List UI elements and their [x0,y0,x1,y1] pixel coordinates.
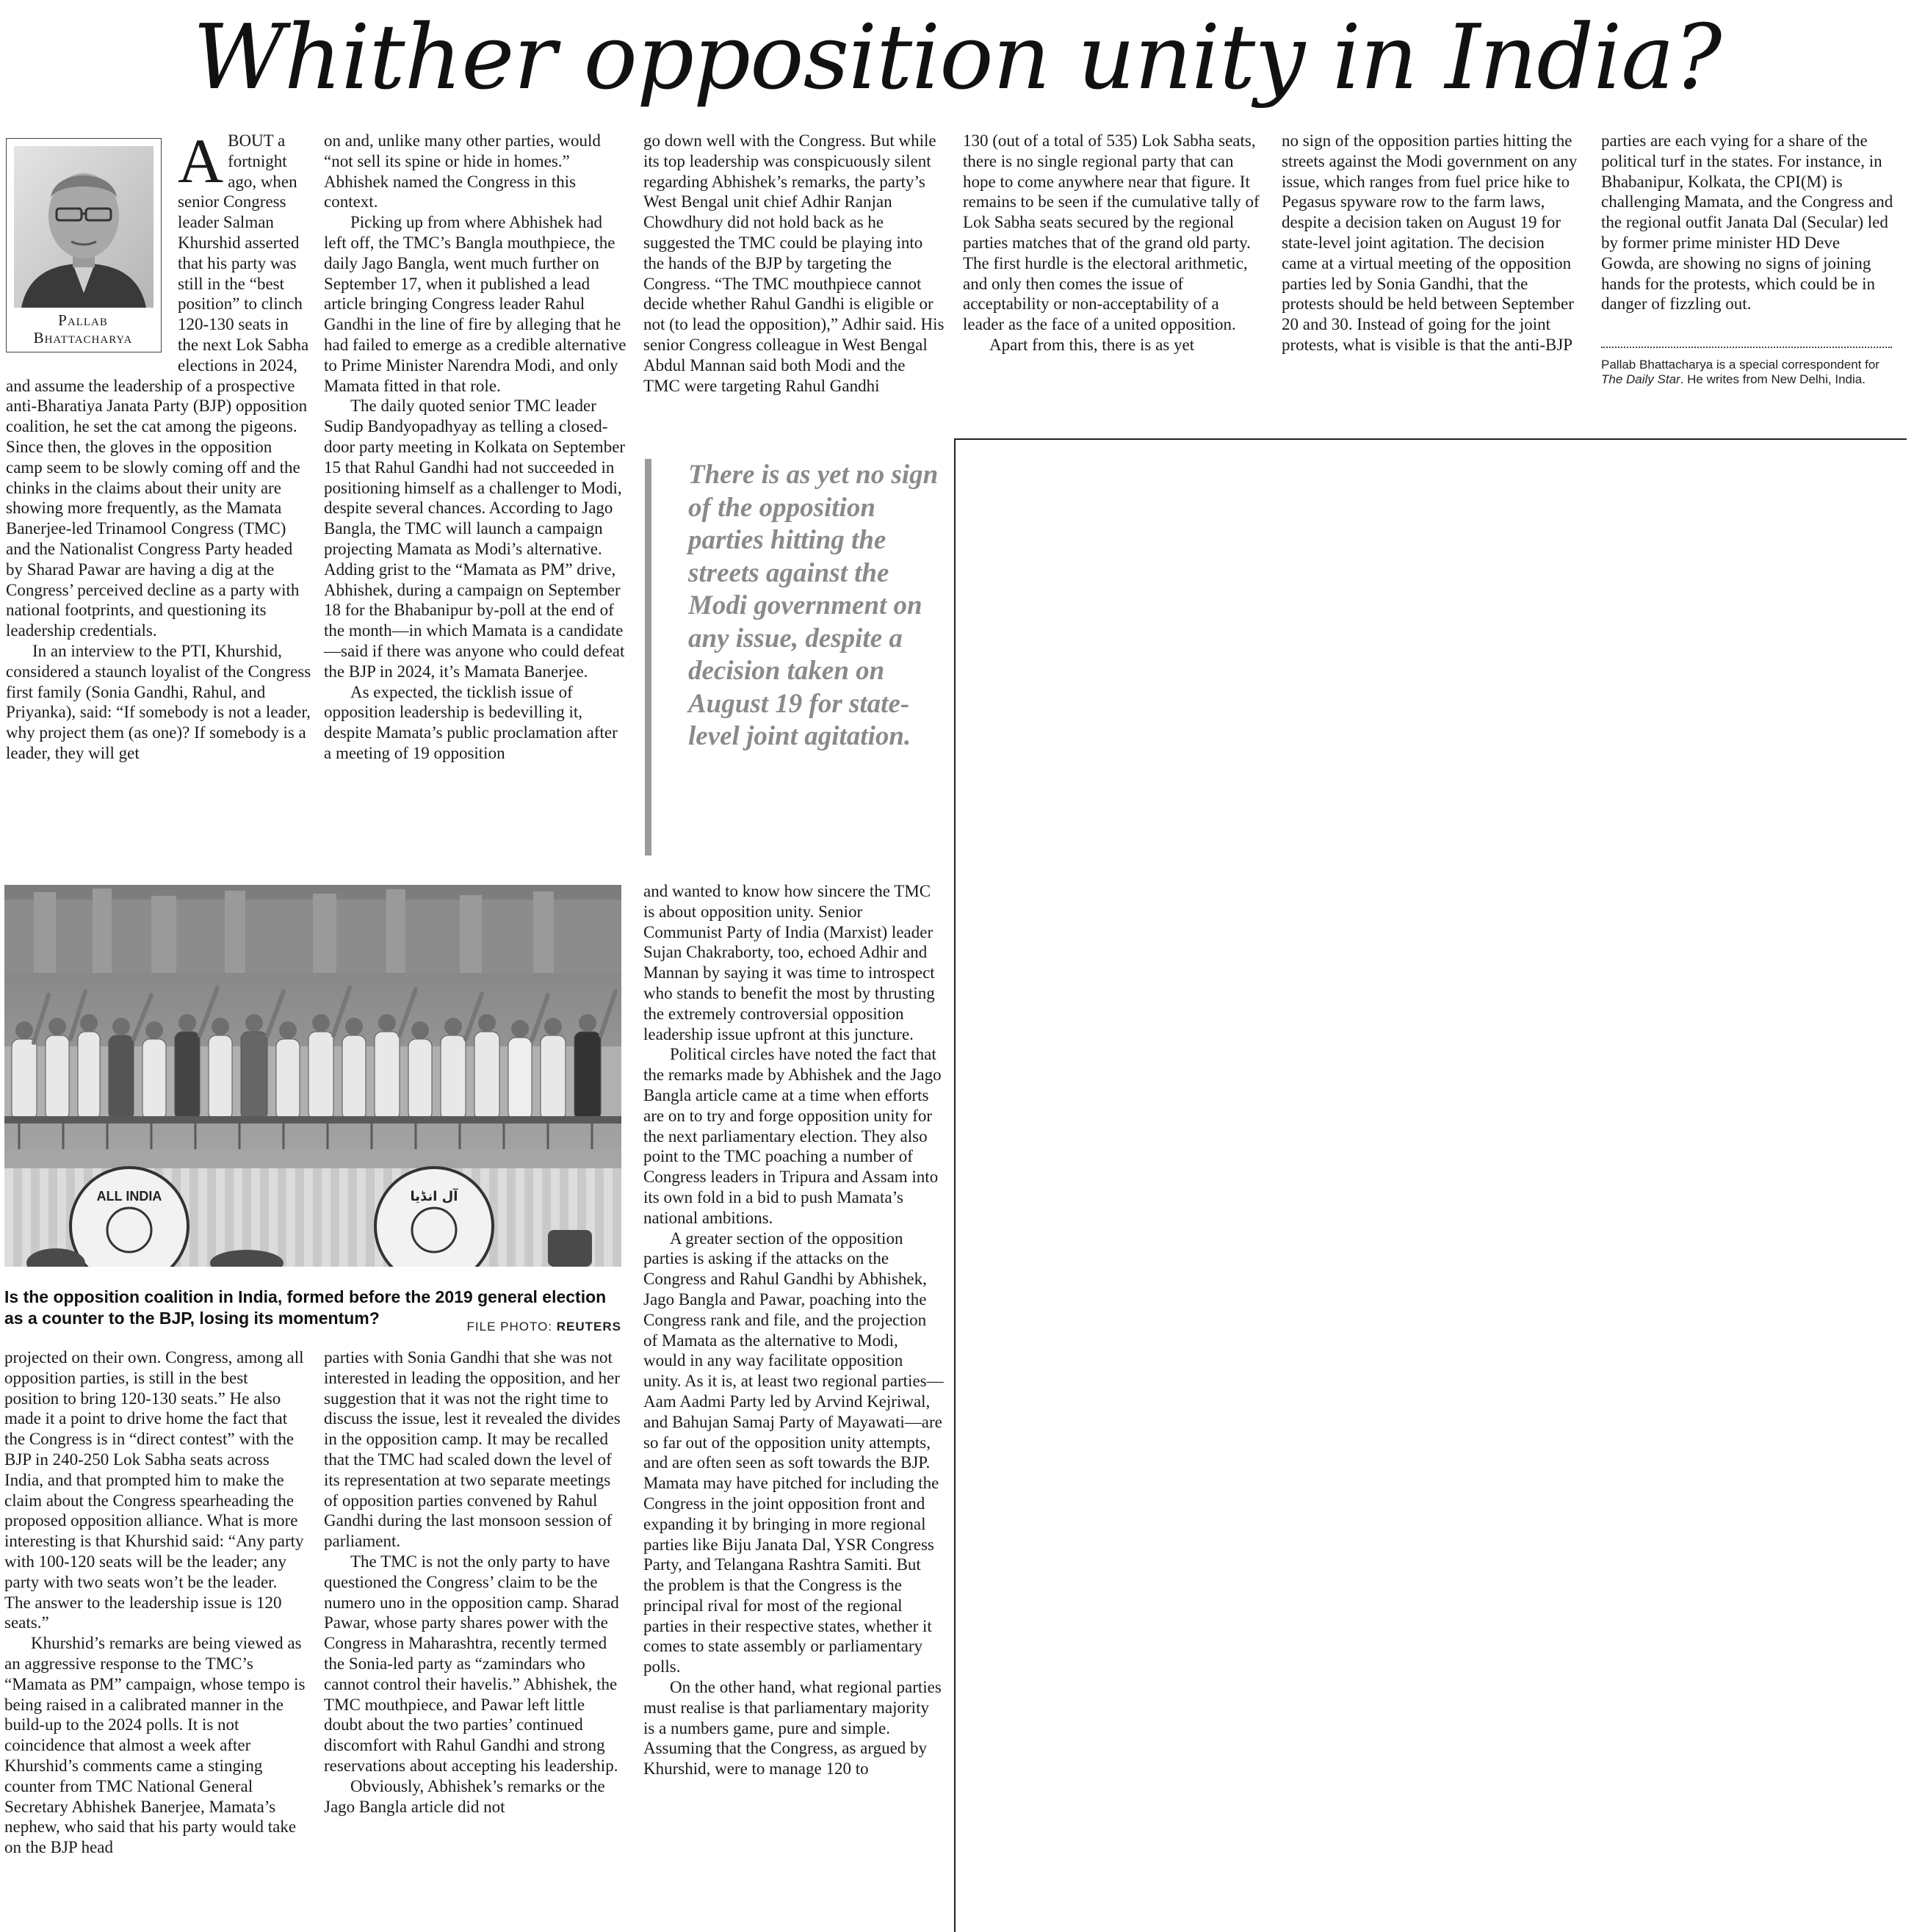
photo-credit [467,1320,621,1334]
author-first-name: Pallab [58,311,108,329]
paragraph: no sign of the opposition parties hitting the streets against the Modi government on any issue, which ranges from fuel price hike to Pegasus spyware row to the farm laws, despite a decision taken on August 19 for state-level joint agitation. The decision came at a virtual meeting of the opposition parties led by Sonia Gandhi, that the protests should be held between September 20 and 30. Instead of going for the joint protests, what is visible is that the anti-BJP [1282,131,1578,354]
author-bio [1601,358,1892,387]
credit-prefix: FILE PHOTO: [466,1320,557,1334]
banner-left-text: ALL INDIA [96,1189,162,1204]
paragraph: on and, unlike many other parties, would “not sell its spine or hide in homes.” Abhishek named the Congress in this context. [324,131,601,211]
author-last-name: Bhattacharya [33,329,133,347]
column-1-top [6,126,311,764]
dropcap: A [178,126,224,196]
column-3-bottom [643,881,945,1779]
bio-paper-name: The Daily Star [1601,372,1680,386]
paragraph-text: BOUT a fortnight ago, when senior Congress leader Salman Khurshid asserted that his party was still in the “best position” to clinch 120-130 seats in the next Lok Sabha elections in 2024, and assume the leadership of a prospective anti-Bharatiya Janata Party (BJP) opposition coalition, he set the cat among the pigeons. Since then, the gloves in the opposition camp seem to be slowly coming off and the chinks in the claims about their unity are showing more frequently, as the Mamata Banerjee-led Trinamool Congress (TMC) and the Nationalist Congress Party headed by Sharad Pawar are having a dig at the Congress’ perceived decline as a party with national footprints, and questioning its leadership credentials. [6,131,309,640]
paragraph: parties with Sonia Gandhi that she was not interested in leading the opposition, and her suggestion that it was not the right time to discuss the issue, lest it revealed the divides in the opposition camp. It may be recalled that the TMC had scaled down the level of its representation at two separate meetings of opposition parties convened by Rahul Gandhi during the last monsoon session of parliament. [324,1348,621,1551]
paragraph: and wanted to know how sincere the TMC is about opposition unity. Senior Communist Party of India (Marxist) leader Sujan Chakraborty, too, echoed Adhir and Mannan by saying it was time to introspect who stands to benefit the most by thrusting the extremely controversial opposition leadership issue upfront at this juncture. [643,882,935,1043]
rally-photo [4,885,621,1267]
paragraph: On the other hand, what regional parties must realise is that parliamentary majority is a numbers game, pure and simple. Assuming that the Congress, as argued by Khurshid, were to manage 120 to [643,1678,942,1779]
banner-right-text: آل انڈیا [410,1189,458,1204]
bio-text: Pallab Bhattacharya is a special correspondent for [1601,358,1879,372]
rally-photo-image [4,885,621,1267]
paragraph: Political circles have noted the fact that the remarks made by Abhishek and the Jago Bangla article came at a time when efforts are on to try and forge opposition unity for the next parliamentary election. They also point to the TMC poaching a number of Congress leaders in Tripura and Assam into its own fold in a bid to push Mamata’s national ambitions. [643,1045,942,1227]
paragraph: As expected, the ticklish issue of opposition leadership is bedevilling it, despite Mamata’s public proclamation after a meeting of 19 opposition [324,682,618,762]
bio-text-end: . He writes from New Delhi, India. [1680,372,1866,386]
credit-source: REUTERS [556,1320,621,1334]
paragraph: Picking up from where Abhishek had left off, the TMC’s Bangla mouthpiece, the daily Jago Bangla, went much further on September 17, when it published a lead article bringing Congress leader Rahul Gandhi in the line of fire by alleging that he had failed to emerge as a credible alternative to Prime Minister Narendra Modi, and only Mamata fitted in that role. [324,213,626,395]
paragraph: A greater section of the opposition parties is asking if the attacks on the Congress and Rahul Gandhi by Abhishek, Jago Bangla and Pawar, poaching into the Congress rank and file, and the projection of Mamata as the alternative to Modi, would in any way facilitate opposition unity. As it is, at least two regional parties—Aam Aadmi Party led by Arvind Kejriwal, and Bahujan Samaj Party of Mayawati—are so far out of the opposition unity attempts, and are often seen as soft towards the BJP. Mamata may have pitched for including the Congress in the joint opposition front and expanding it by bringing in more regional parties like Biju Janata Dal, YSR Congress Party, and Telangana Rashtra Samiti. But the problem is that the Congress is the principal rival for most of the regional parties in their respective states, whether it comes to state assembly or parliamentary polls. [643,1229,944,1676]
paragraph: projected on their own. Congress, among all opposition parties, is still in the best position to bring 120-130 seats.” He also made it a point to drive home the fact that the Congress is in “direct contest” with the BJP in 240-250 Lok Sabha seats across India, and that prompted him to make the claim about the Congress spearheading the proposed opposition alliance. What is more interesting is that Khurshid said: “Any party with 100-120 seats will be the leader; any party with two seats won’t be the leader. The answer to the leadership issue is 120 seats.” [4,1348,304,1632]
paragraph: The daily quoted senior TMC leader Sudip Bandyopadhyay as telling a closed-door party meeting in Kolkata on September 15 that Rahul Gandhi had not succeeded in positioning himself as a challenger to Modi, despite several chances. According to Jago Bangla, the TMC will launch a campaign projecting Mamata as Modi’s alternative. Adding grist to the “Mamata as PM” drive, Abhishek, during a campaign on September 18 for the Bhabanipur by-poll at the end of the month—in which Mamata is a candidate—said if there was anyone who could defeat the BJP in 2024, it’s Mamata Banerjee. [324,397,626,681]
paragraph: Khurshid’s remarks are being viewed as an aggressive response to the TMC’s “Mamata as PM” campaign, whose tempo is being raised in a calibrated manner in the build-up to the 2024 polls. It is not coincidence that almost a week after Khurshid’s comments came a stinging counter from TMC National General Secretary Abhishek Banerjee, Mamata’s nephew, who said that his party would take on the BJP head [4,1634,306,1857]
headline: Whither opposition unity in India? [192,5,1722,109]
pull-quote [645,459,953,855]
photo-float-spacer [6,131,178,358]
section-divider [955,438,1907,440]
column-6 [1601,131,1895,314]
column-3-top [643,131,945,396]
paragraph: The TMC is not the only party to have questioned the Congress’ claim to be the numero uno in the opposition camp. Sharad Pawar, whose party shares power with the Congress in Maharashtra, recently termed the Sonia-led party as “zamindars who cannot control their havelis.” Abhishek, the TMC mouthpiece, and Pawar left little doubt about the two parties’ continued discomfort with Rahul Gandhi and strong reservations about accepting his leadership. [324,1552,619,1775]
column-2-bottom [324,1347,626,1817]
column-2-top [324,131,626,764]
paragraph: parties are each vying for a share of the political turf in the states. For instance, in Bhabanipur, Kolkata, the CPI(M) is challenging Mamata, and the Congress and the regional outfit Janata Dal (Secular) led by former prime minister HD Deve Gowda, are showing no signs of joining hands for the protests, which could be in danger of fizzling out. [1601,131,1893,314]
photo-caption: Is the opposition coalition in India, formed before the 2019 general election as a counter to the BJP, losing its momentum? [4,1287,607,1328]
column-5 [1282,131,1583,355]
paragraph: In an interview to the PTI, Khurshid, considered a staunch loyalist of the Congress first family (Sonia Gandhi, Rahul, and Priyanka), said: “If somebody is not a leader, why project them (as one)? If somebody is a leader, they will get [6,641,311,762]
paragraph: Apart from this, there is as yet [989,335,1195,354]
pull-quote-text: There is as yet no sign of the opposition parties hitting the streets against the Modi government on any issue, despite a decision taken on August 19 for state-level joint agitation. [688,460,939,751]
paragraph: go down well with the Congress. But while its top leadership was conspicuously silent regarding Abhishek’s remarks, the party’s West Bengal unit chief Adhir Ranjan Chowdhury did not hold back as he suggested the TMC could be playing into the hands of the BJP by targeting the Congress. “The TMC mouthpiece cannot decide whether Rahul Gandhi is eligible or not (to lead the opposition),” Adhir said. His senior Congress colleague in West Bengal Abdul Mannan said both Modi and the TMC were targeting Rahul Gandhi [643,131,945,395]
column-1-bottom [4,1347,306,1858]
column-divider [954,438,956,1932]
paragraph: Obviously, Abhishek’s remarks or the Jago Bangla article did not [324,1776,605,1816]
column-4 [963,131,1261,355]
paragraph: 130 (out of a total of 535) Lok Sabha seats, there is no single regional party that can hope to come anywhere near that figure. It remains to be seen if the cumulative tally of Lok Sabha seats secured by the regional parties matches that of the grand old party. The first hurdle is the electoral arithmetic, and only then comes the issue of acceptability or non-acceptability of a leader as the face of a united opposition. [963,131,1260,334]
bio-divider [1601,347,1892,348]
